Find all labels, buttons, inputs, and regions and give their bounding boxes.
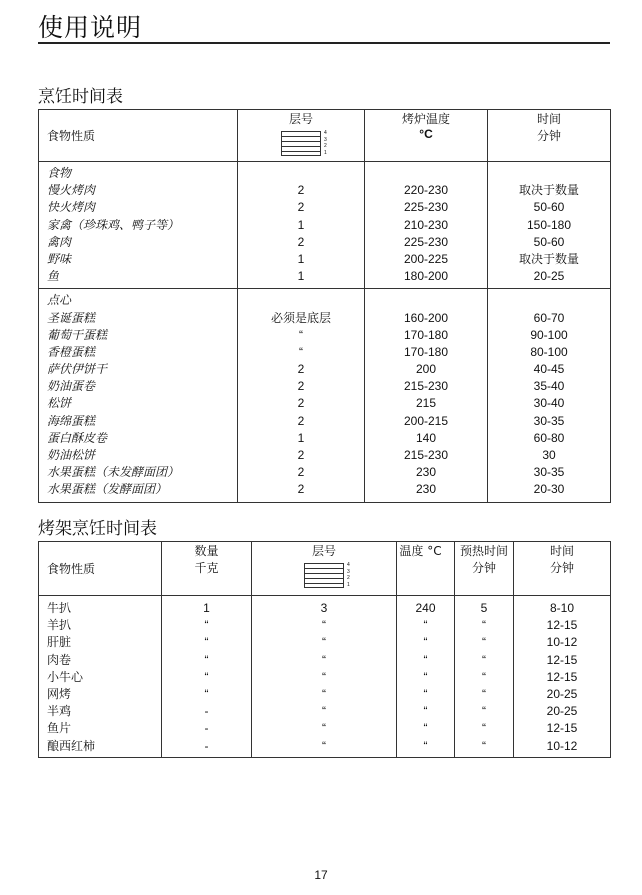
grill-temp: “ [397,669,455,686]
header-time: 时间 [549,544,574,558]
table-row [39,327,611,344]
cook-time: 50-60 [488,199,611,216]
cook-time: 10-12 [514,738,611,755]
food-name: 慢火烤肉 [39,182,238,199]
oven-temp: 200-225 [365,251,488,268]
table-row [39,720,611,737]
oven-temp: 215-230 [365,378,488,395]
food-name: 水果蛋糕（未发酵面团） [39,464,238,481]
food-name: 水果蛋糕（发酵面团） [39,481,238,498]
quantity: “ [162,634,252,651]
food-name: 萨伏伊饼干 [39,361,238,378]
header-qty: 数量 [194,544,219,558]
grill-temp: “ [397,720,455,737]
oven-temp: 215 [365,395,488,412]
shelf-level: 2 [238,395,365,412]
shelf-level: “ [252,703,397,720]
shelf-number: 2 [324,143,327,149]
table-row [39,600,611,617]
shelf-level: 2 [238,464,365,481]
cook-time: 30-35 [488,464,611,481]
cook-time: 12-15 [514,720,611,737]
shelf-level: “ [238,344,365,361]
oven-temp: 140 [365,430,488,447]
table-row [39,251,611,268]
table-row [39,617,611,634]
oven-shelf-icon [281,130,327,156]
food-name: 肝脏 [39,634,162,651]
oven-temp: 225-230 [365,199,488,216]
oven-temp: 160-200 [365,310,488,327]
shelf-level: 2 [238,234,365,251]
oven-temp: 200-215 [365,413,488,430]
header-temp: 温度 °C [399,544,442,558]
shelf-level: 2 [238,447,365,464]
preheat-time: “ [455,669,514,686]
food-name: 网烤 [39,686,162,703]
shelf-level: “ [252,617,397,634]
cook-time: 12-15 [514,617,611,634]
food-name: 香橙蛋糕 [39,344,238,361]
preheat-time: “ [455,617,514,634]
food-name: 鱼片 [39,720,162,737]
food-name: 牛扒 [39,600,162,617]
table-row [39,378,611,395]
oven-temp: 220-230 [365,182,488,199]
table-row [39,430,611,447]
oven-temp: 210-230 [365,217,488,234]
oven-temp: 225-230 [365,234,488,251]
cook-time: 12-15 [514,669,611,686]
preheat-time: “ [455,703,514,720]
cook-time: 10-12 [514,634,611,651]
header-level: 层号 [288,112,313,126]
food-name: 鱼 [39,268,238,285]
food-name: 半鸡 [39,703,162,720]
shelf-number: 1 [324,149,327,156]
food-name: 奶油松饼 [39,447,238,464]
table-row [39,481,611,498]
shelf-level: 1 [238,430,365,447]
page-number: 17 [314,868,328,882]
table-row [39,310,611,327]
shelf-number: 2 [347,575,350,581]
preheat-time: “ [455,738,514,755]
cook-time: 30 [488,447,611,464]
food-name: 野味 [39,251,238,268]
header-level: 层号 [311,544,336,558]
shelf-level: 2 [238,378,365,395]
header-temp: 烤炉温度 [401,112,450,126]
cook-time: 8-10 [514,600,611,617]
shelf-level: 1 [238,251,365,268]
food-name: 圣诞蛋糕 [39,310,238,327]
oven-temp: 180-200 [365,268,488,285]
food-name: 小牛心 [39,669,162,686]
group-label: 点心 [39,289,238,310]
quantity: “ [162,652,252,669]
table-row [39,361,611,378]
quantity: - [162,738,252,755]
shelf-level: 2 [238,199,365,216]
table-row [39,652,611,669]
grill-temp: “ [397,634,455,651]
shelf-number: 3 [324,136,327,143]
shelf-number: 4 [347,562,350,568]
shelf-level: “ [252,652,397,669]
cook-time: 150-180 [488,217,611,234]
cook-time: 80-100 [488,344,611,361]
grill-cooking-table [38,541,611,758]
table-header-row [39,542,611,596]
oven-shelf-icon [304,562,350,588]
grill-temp: 240 [397,600,455,617]
food-name: 葡萄干蛋糕 [39,327,238,344]
header-time-unit: 分钟 [549,561,574,575]
cook-time: 50-60 [488,234,611,251]
food-name: 禽肉 [39,234,238,251]
cook-time: 20-25 [488,268,611,285]
table-row [39,199,611,216]
cook-time: 40-45 [488,361,611,378]
food-name: 家禽（珍珠鸡、鸭子等） [39,217,238,234]
group-label-row [39,162,611,183]
cook-time: 30-40 [488,395,611,412]
preheat-time: “ [455,652,514,669]
table-row [39,738,611,755]
quantity: “ [162,617,252,634]
quantity: “ [162,669,252,686]
group-label: 食物 [39,162,238,183]
grill-table-title: 烤架烹饪时间表 [38,519,157,539]
header-food: 食物性质 [47,562,96,576]
oven-temp: 200 [365,361,488,378]
food-name: 肉卷 [39,652,162,669]
oven-temp: 215-230 [365,447,488,464]
shelf-level: 必须是底层 [238,310,365,327]
preheat-time: 5 [455,600,514,617]
header-preheat: 预热时间 [459,544,508,558]
spacer-row [39,755,611,758]
header-preheat-unit: 分钟 [471,561,496,575]
oven-temp: 230 [365,481,488,498]
cook-time: 12-15 [514,652,611,669]
grill-temp: “ [397,617,455,634]
table-row [39,217,611,234]
group-spacer [39,499,611,503]
grill-temp: “ [397,652,455,669]
shelf-level: “ [238,327,365,344]
table-row [39,182,611,199]
preheat-time: “ [455,720,514,737]
shelf-number: 1 [347,581,350,588]
table-header-row [39,110,611,162]
table-row [39,703,611,720]
cook-time: 90-100 [488,327,611,344]
oven-temp: 170-180 [365,344,488,361]
table-row [39,234,611,251]
food-name: 奶油蛋卷 [39,378,238,395]
grill-temp: “ [397,686,455,703]
grill-temp: “ [397,738,455,755]
table-row [39,669,611,686]
page-title: 使用说明 [38,13,143,42]
cook-time: 取决于数量 [488,251,611,268]
shelf-level: 3 [252,600,397,617]
cooking-table-title: 烹饪时间表 [38,87,123,107]
oven-temp: 230 [365,464,488,481]
cook-time: 60-70 [488,310,611,327]
header-qty-unit: 千克 [194,561,219,575]
shelf-level: 1 [238,217,365,234]
table-row [39,395,611,412]
food-name: 海绵蛋糕 [39,413,238,430]
shelf-level: “ [252,720,397,737]
table-row [39,344,611,361]
food-name: 松饼 [39,395,238,412]
table-row [39,447,611,464]
cooking-time-table [38,109,611,503]
cook-time: 30-35 [488,413,611,430]
food-name: 酿西红柿 [39,738,162,755]
quantity: - [162,720,252,737]
cook-time: 60-80 [488,430,611,447]
table-row [39,634,611,651]
cook-time: 35-40 [488,378,611,395]
shelf-level: “ [252,738,397,755]
cook-time: 20-30 [488,481,611,498]
shelf-level: 2 [238,413,365,430]
table-row [39,464,611,481]
shelf-number: 4 [324,130,327,136]
food-name: 蛋白酥皮卷 [39,430,238,447]
shelf-level: 2 [238,182,365,199]
table-row [39,413,611,430]
header-temp-unit: °C [419,127,433,141]
quantity: “ [162,686,252,703]
food-name: 羊扒 [39,617,162,634]
shelf-level: “ [252,669,397,686]
title-divider [38,42,610,44]
table-row [39,686,611,703]
shelf-number: 3 [347,568,350,575]
cook-time: 20-25 [514,686,611,703]
preheat-time: “ [455,686,514,703]
header-time: 时间 [536,112,561,126]
header-food: 食物性质 [47,129,96,143]
oven-temp: 170-180 [365,327,488,344]
shelf-level: 1 [238,268,365,285]
cook-time: 20-25 [514,703,611,720]
shelf-level: 2 [238,481,365,498]
food-name: 快火烤肉 [39,199,238,216]
shelf-level: 2 [238,361,365,378]
shelf-level: “ [252,634,397,651]
preheat-time: “ [455,634,514,651]
quantity: 1 [162,600,252,617]
header-time-unit: 分钟 [536,129,561,143]
table-row [39,268,611,285]
shelf-level: “ [252,686,397,703]
grill-temp: “ [397,703,455,720]
quantity: - [162,703,252,720]
cook-time: 取决于数量 [488,182,611,199]
group-label-row [39,289,611,310]
